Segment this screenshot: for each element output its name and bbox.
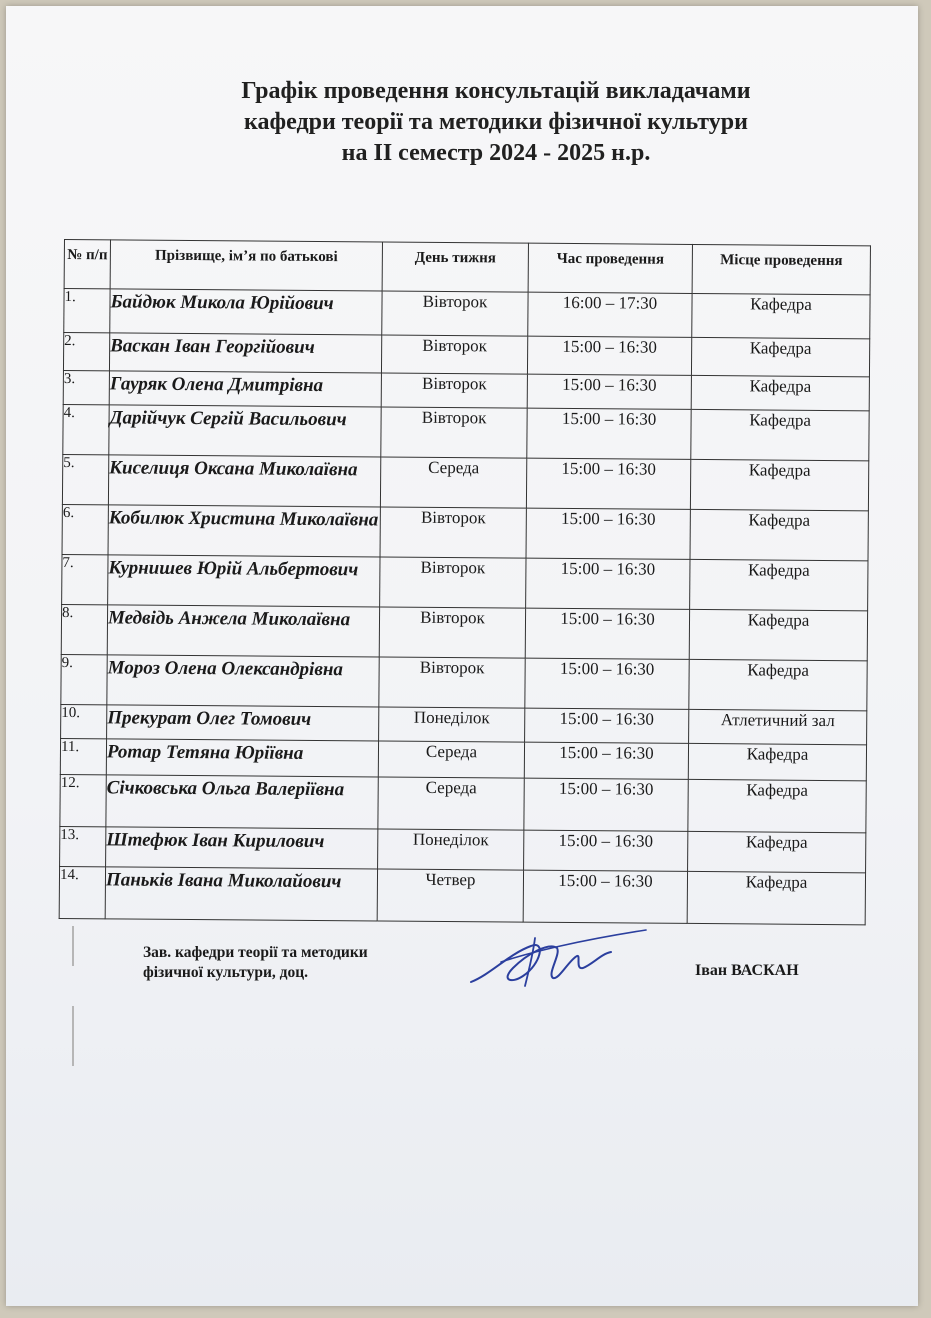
row-number: 14. — [59, 866, 105, 918]
day-of-week: Середа — [378, 777, 524, 830]
consultation-time: 15:00 – 16:30 — [525, 608, 689, 659]
day-of-week: Понеділок — [378, 829, 524, 870]
consultation-time: 15:00 – 16:30 — [526, 508, 690, 559]
row-number: 8. — [61, 604, 107, 654]
title-line: на ІІ семестр 2024 - 2025 н.р. — [341, 140, 651, 166]
consultation-place: Атлетичний зал — [689, 709, 867, 744]
table-row — [59, 866, 865, 924]
day-of-week: Четвер — [377, 869, 523, 922]
teacher-name: Васкан Іван Георгійович — [109, 333, 381, 373]
teacher-name: Ротар Тетяна Юріївна — [106, 739, 378, 777]
consultation-place: Кафедра — [692, 293, 870, 338]
consultation-time: 15:00 – 16:30 — [524, 830, 688, 871]
margin-mark — [72, 926, 74, 966]
header-time: Час проведення — [528, 243, 692, 293]
consultation-time: 15:00 – 16:30 — [523, 870, 687, 923]
consultation-place: Кафедра — [689, 609, 867, 660]
table-row — [60, 826, 866, 872]
table-row — [62, 504, 868, 560]
title-line: Графік проведення консультацій викладачами — [241, 78, 751, 104]
consultation-place: Кафедра — [689, 659, 867, 710]
margin-mark — [72, 1006, 74, 1066]
table-body — [59, 289, 870, 925]
consultation-place: Кафедра — [690, 509, 868, 560]
consultation-schedule-table — [59, 239, 871, 925]
row-number: 13. — [60, 826, 106, 866]
teacher-name: Мороз Олена Олександрівна — [107, 655, 379, 707]
day-of-week: Вівторок — [379, 607, 525, 658]
consultation-place: Кафедра — [688, 743, 866, 780]
document-page — [6, 6, 918, 1306]
table-row — [60, 774, 866, 832]
day-of-week: Вівторок — [381, 335, 527, 374]
row-number: 1. — [64, 289, 110, 333]
table-row — [62, 454, 868, 510]
table-row — [64, 289, 870, 339]
consultation-place: Кафедра — [691, 375, 869, 410]
position-line: Зав. кафедри теорії та методики — [143, 944, 368, 961]
consultation-time: 15:00 – 16:30 — [524, 778, 688, 831]
header-num: № п/п — [64, 240, 110, 289]
consultation-time: 15:00 – 16:30 — [525, 658, 689, 709]
consultation-time: 15:00 – 16:30 — [525, 708, 689, 743]
day-of-week: Середа — [378, 741, 524, 778]
table-row — [62, 554, 868, 610]
teacher-name: Киселиця Оксана Миколаївна — [108, 455, 380, 507]
consultation-time: 15:00 – 16:30 — [527, 336, 691, 375]
header-day: День тижня — [382, 242, 528, 292]
consultation-time: 15:00 – 16:30 — [527, 408, 691, 459]
teacher-name: Гауряк Олена Дмитрівна — [109, 371, 381, 407]
header-name: Прізвище, ім’я по батькові — [110, 240, 382, 291]
row-number: 6. — [62, 504, 108, 554]
consultation-time: 15:00 – 16:30 — [526, 558, 690, 609]
day-of-week: Вівторок — [382, 291, 528, 336]
consultation-place: Кафедра — [688, 779, 866, 832]
position-title — [143, 943, 443, 983]
day-of-week: Вівторок — [380, 557, 526, 608]
teacher-name: Кобилюк Христина Миколаївна — [108, 505, 380, 557]
teacher-name: Паньків Івана Миколайович — [105, 867, 377, 921]
table-header-row — [64, 240, 870, 295]
consultation-place: Кафедра — [688, 831, 866, 872]
header-place: Місце проведення — [692, 244, 870, 294]
document-title — [156, 76, 836, 169]
consultation-place: Кафедра — [691, 409, 869, 460]
table-row — [63, 333, 869, 377]
row-number: 2. — [63, 333, 109, 371]
row-number: 10. — [61, 704, 107, 738]
day-of-week: Вівторок — [381, 373, 527, 408]
day-of-week: Середа — [380, 457, 526, 508]
day-of-week: Вівторок — [381, 407, 527, 458]
consultation-time: 15:00 – 16:30 — [527, 374, 691, 409]
row-number: 7. — [62, 554, 108, 604]
table-row — [61, 654, 867, 710]
table-row — [61, 604, 867, 660]
table-row — [63, 404, 869, 460]
handwritten-signature — [461, 924, 651, 994]
row-number: 11. — [60, 738, 106, 774]
row-number: 9. — [61, 654, 107, 704]
day-of-week: Вівторок — [380, 507, 526, 558]
row-number: 12. — [60, 774, 106, 826]
consultation-place: Кафедра — [691, 337, 869, 376]
row-number: 5. — [62, 454, 108, 504]
consultation-place: Кафедра — [687, 871, 865, 924]
title-line: кафедри теорії та методики фізичної культури — [244, 109, 748, 135]
day-of-week: Вівторок — [379, 657, 525, 708]
teacher-name: Дарійчук Сергій Васильович — [109, 405, 381, 457]
consultation-time: 15:00 – 16:30 — [524, 742, 688, 779]
teacher-name: Прекурат Олег Томович — [107, 705, 379, 741]
teacher-name: Байдюк Микола Юрійович — [110, 289, 382, 335]
signer-name: Іван ВАСКАН — [695, 962, 799, 979]
teacher-name: Медвідь Анжела Миколаївна — [107, 605, 379, 657]
position-line: фізичної культури, доц. — [143, 964, 309, 981]
teacher-name: Штефюк Іван Кирилович — [106, 827, 378, 869]
day-of-week: Понеділок — [379, 707, 525, 742]
row-number: 3. — [63, 370, 109, 404]
consultation-time: 16:00 – 17:30 — [528, 292, 692, 337]
consultation-time: 15:00 – 16:30 — [526, 458, 690, 509]
consultation-place: Кафедра — [690, 459, 868, 510]
row-number: 4. — [63, 404, 109, 454]
consultation-place: Кафедра — [690, 559, 868, 610]
teacher-name: Січковська Ольга Валеріївна — [106, 775, 378, 829]
teacher-name: Курнишев Юрій Альбертович — [108, 555, 380, 607]
